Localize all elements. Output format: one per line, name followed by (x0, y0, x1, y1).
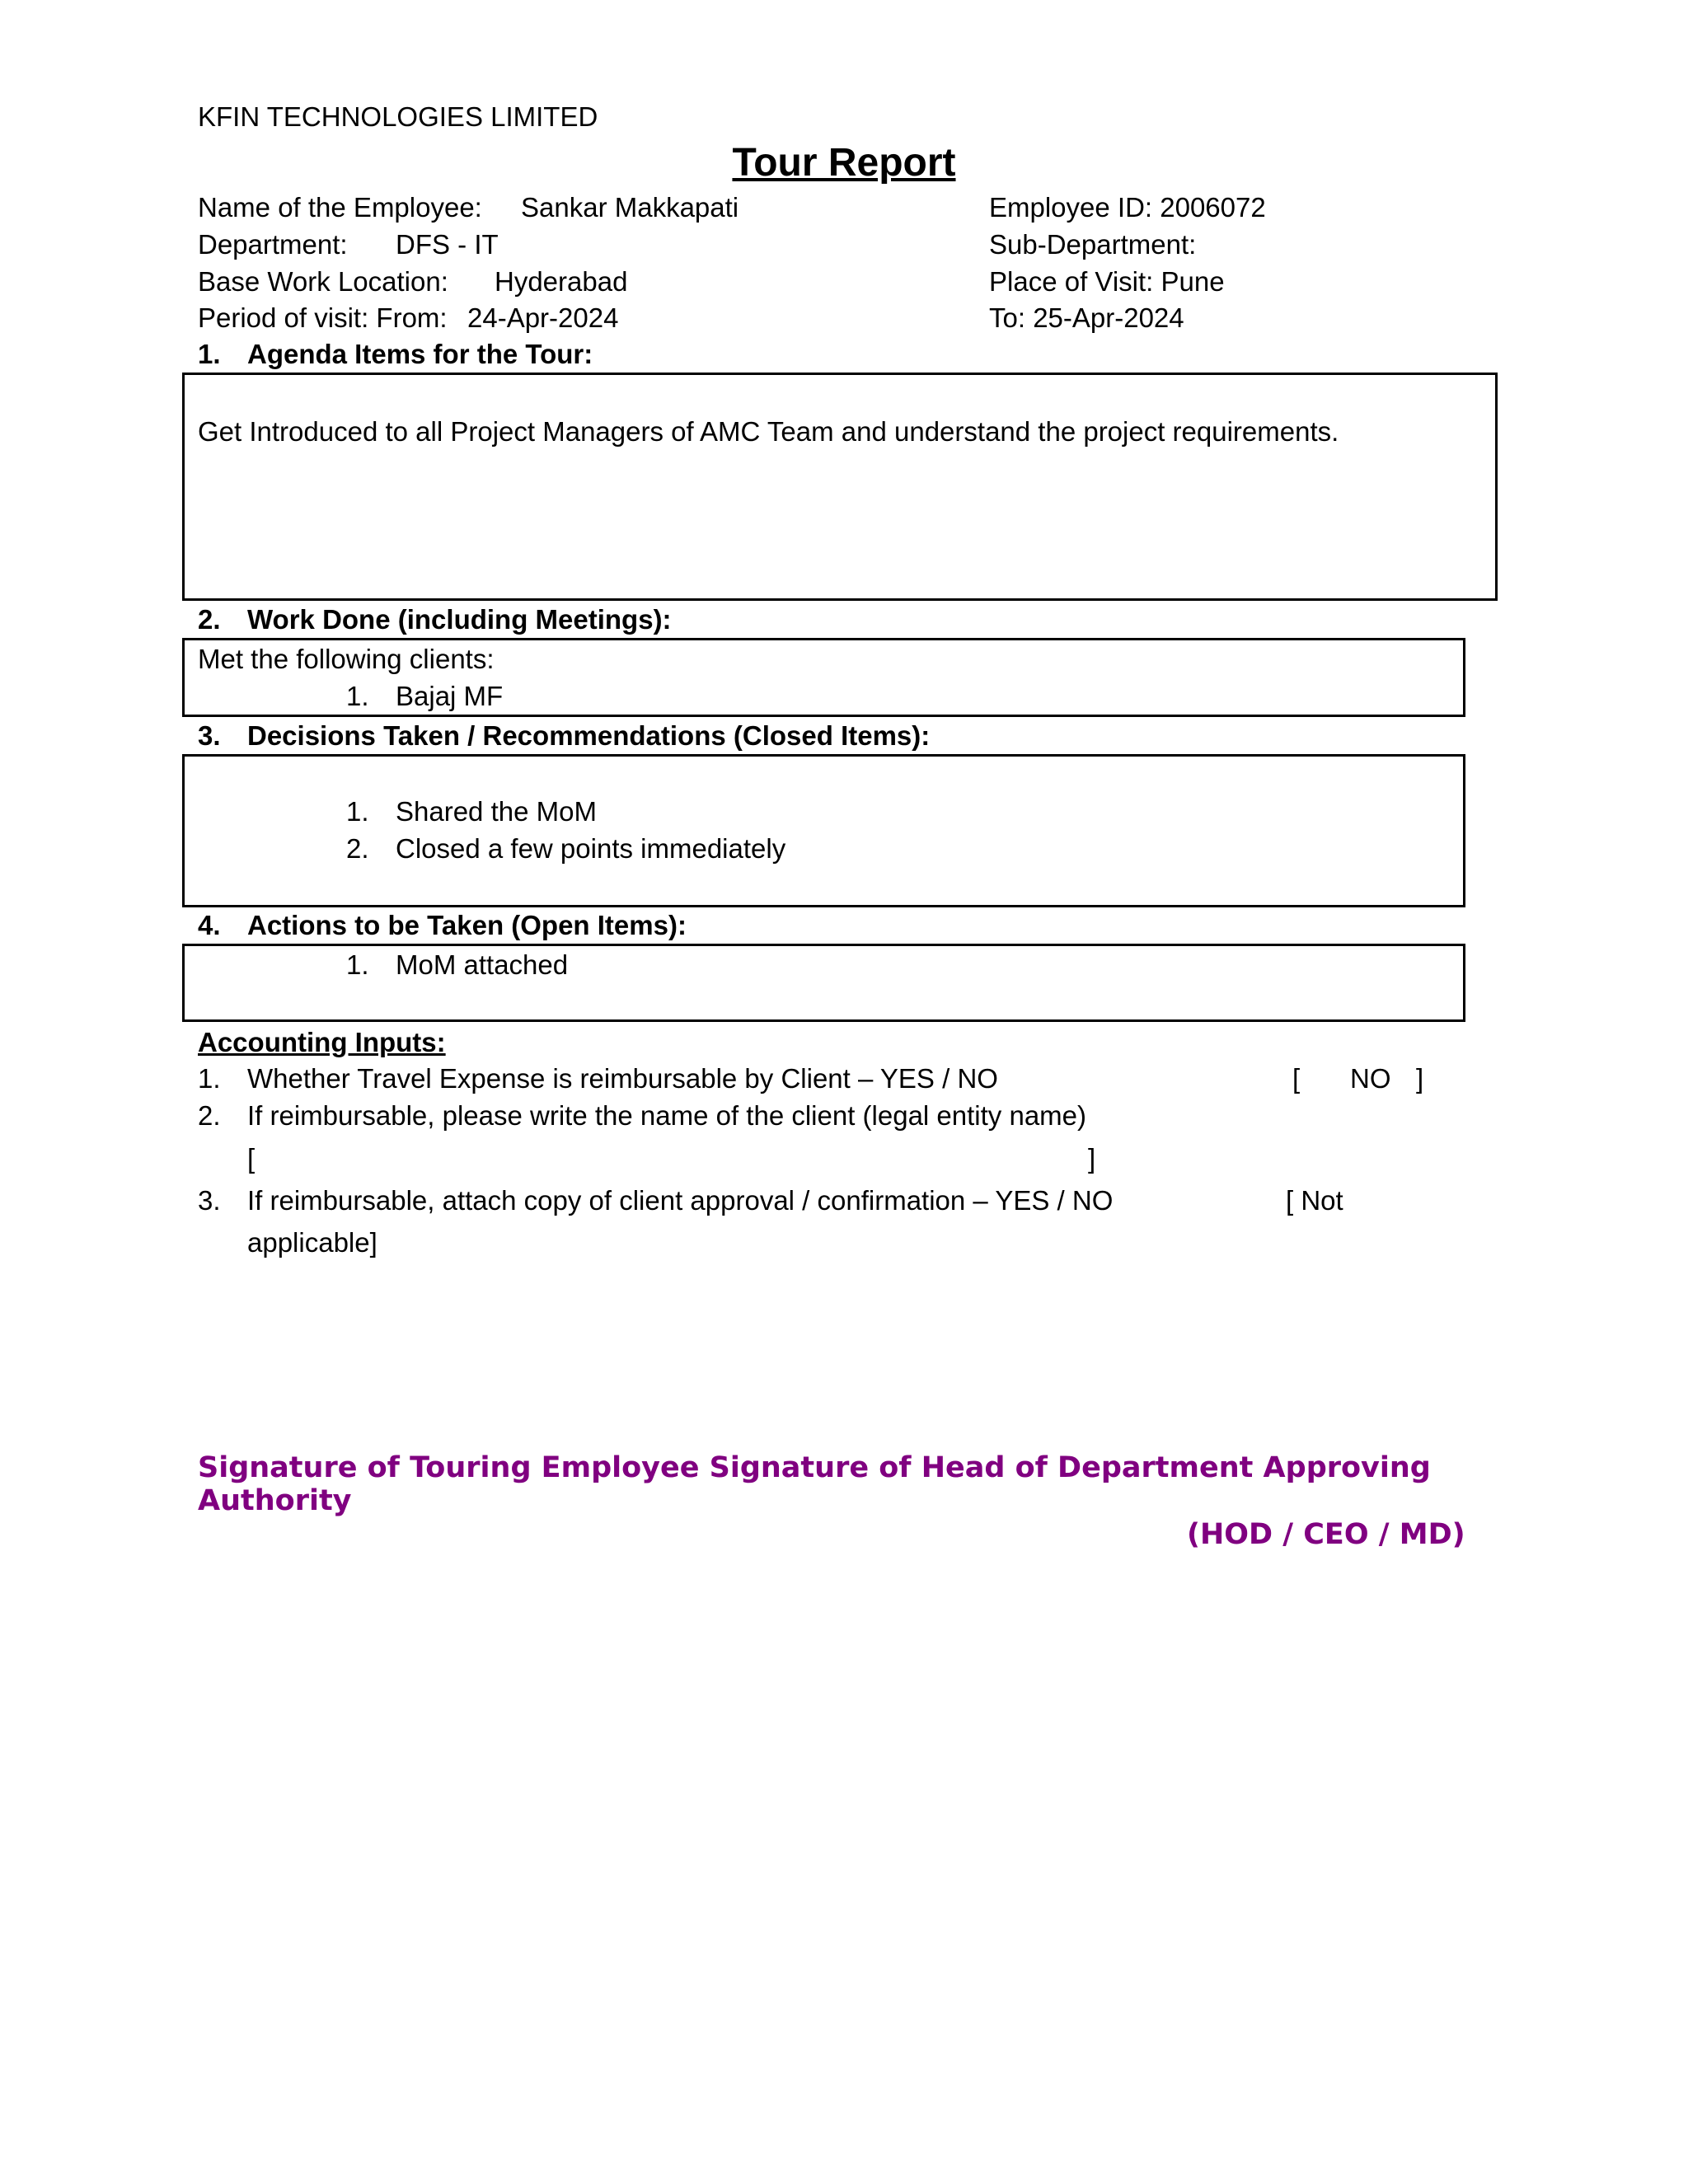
accounting-q2-bracket-close: ] (1088, 1143, 1096, 1174)
signature-line: Signature of Touring Employee Signature of Head of Department Approving (198, 1451, 1431, 1484)
accounting-q3-text: If reimbursable, attach copy of client approval / confirmation – YES / NO (247, 1185, 1114, 1216)
accounting-q1-answer: NO (1350, 1063, 1391, 1094)
decision-item-1-number: 1. (346, 796, 369, 827)
accounting-heading: Accounting Inputs: (198, 1027, 446, 1057)
section-1-number: 1. (198, 339, 221, 369)
decision-item-1: Shared the MoM (396, 796, 597, 827)
agenda-box (182, 373, 1498, 601)
employee-name-value: Sankar Makkapati (521, 192, 739, 223)
accounting-q1-number: 1. (198, 1063, 221, 1094)
decision-item-2: Closed a few points immediately (396, 833, 786, 864)
base-location-value: Hyderabad (495, 266, 628, 297)
period-to: To: 25-Apr-2024 (989, 302, 1184, 333)
accounting-q1-bracket-close: ] (1416, 1063, 1424, 1094)
base-location-label: Base Work Location: (198, 266, 448, 297)
employee-name-label: Name of the Employee: (198, 192, 482, 223)
place-of-visit: Place of Visit: Pune (989, 266, 1225, 297)
accounting-q2-text: If reimbursable, please write the name of the client (legal entity name) (247, 1100, 1087, 1131)
decisions-box (182, 754, 1465, 907)
decision-item-2-number: 2. (346, 833, 369, 864)
work-done-intro: Met the following clients: (198, 644, 495, 674)
work-done-item-number: 1. (346, 681, 369, 711)
section-3-number: 3. (198, 720, 221, 751)
accounting-q1-bracket-open: [ (1292, 1063, 1301, 1094)
actions-box (182, 944, 1465, 1022)
signature-approver-roles: (HOD / CEO / MD) (1187, 1518, 1465, 1551)
employee-id: Employee ID: 2006072 (989, 192, 1266, 223)
period-from-label: Period of visit: From: (198, 302, 448, 333)
company-name: KFIN TECHNOLOGIES LIMITED (198, 101, 598, 132)
accounting-q2-number: 2. (198, 1100, 221, 1131)
action-item-number: 1. (346, 949, 369, 980)
accounting-q1-text: Whether Travel Expense is reimbursable by Client – YES / NO (247, 1063, 998, 1094)
department-label: Department: (198, 229, 348, 260)
sub-department: Sub-Department: (989, 229, 1197, 260)
department-value: DFS - IT (396, 229, 499, 260)
section-2-heading: Work Done (including Meetings): (247, 604, 672, 635)
signature-authority: Authority (198, 1484, 352, 1517)
section-2-number: 2. (198, 604, 221, 635)
page-title: Tour Report (732, 141, 956, 185)
accounting-q3-answer: [ Not (1286, 1185, 1343, 1216)
period-from-value: 24-Apr-2024 (467, 302, 619, 333)
section-1-heading: Agenda Items for the Tour: (247, 339, 593, 369)
action-item: MoM attached (396, 949, 569, 980)
section-3-heading: Decisions Taken / Recommendations (Closed Items): (247, 720, 931, 751)
accounting-q2-bracket-open: [ (247, 1143, 256, 1174)
work-done-item: Bajaj MF (396, 681, 504, 711)
section-4-number: 4. (198, 910, 221, 940)
section-4-heading: Actions to be Taken (Open Items): (247, 910, 687, 940)
agenda-text: Get Introduced to all Project Managers of AMC Team and understand the project requirements. (198, 416, 1339, 447)
accounting-q3-number: 3. (198, 1185, 221, 1216)
accounting-q3-answer-cont: applicable] (247, 1227, 377, 1258)
